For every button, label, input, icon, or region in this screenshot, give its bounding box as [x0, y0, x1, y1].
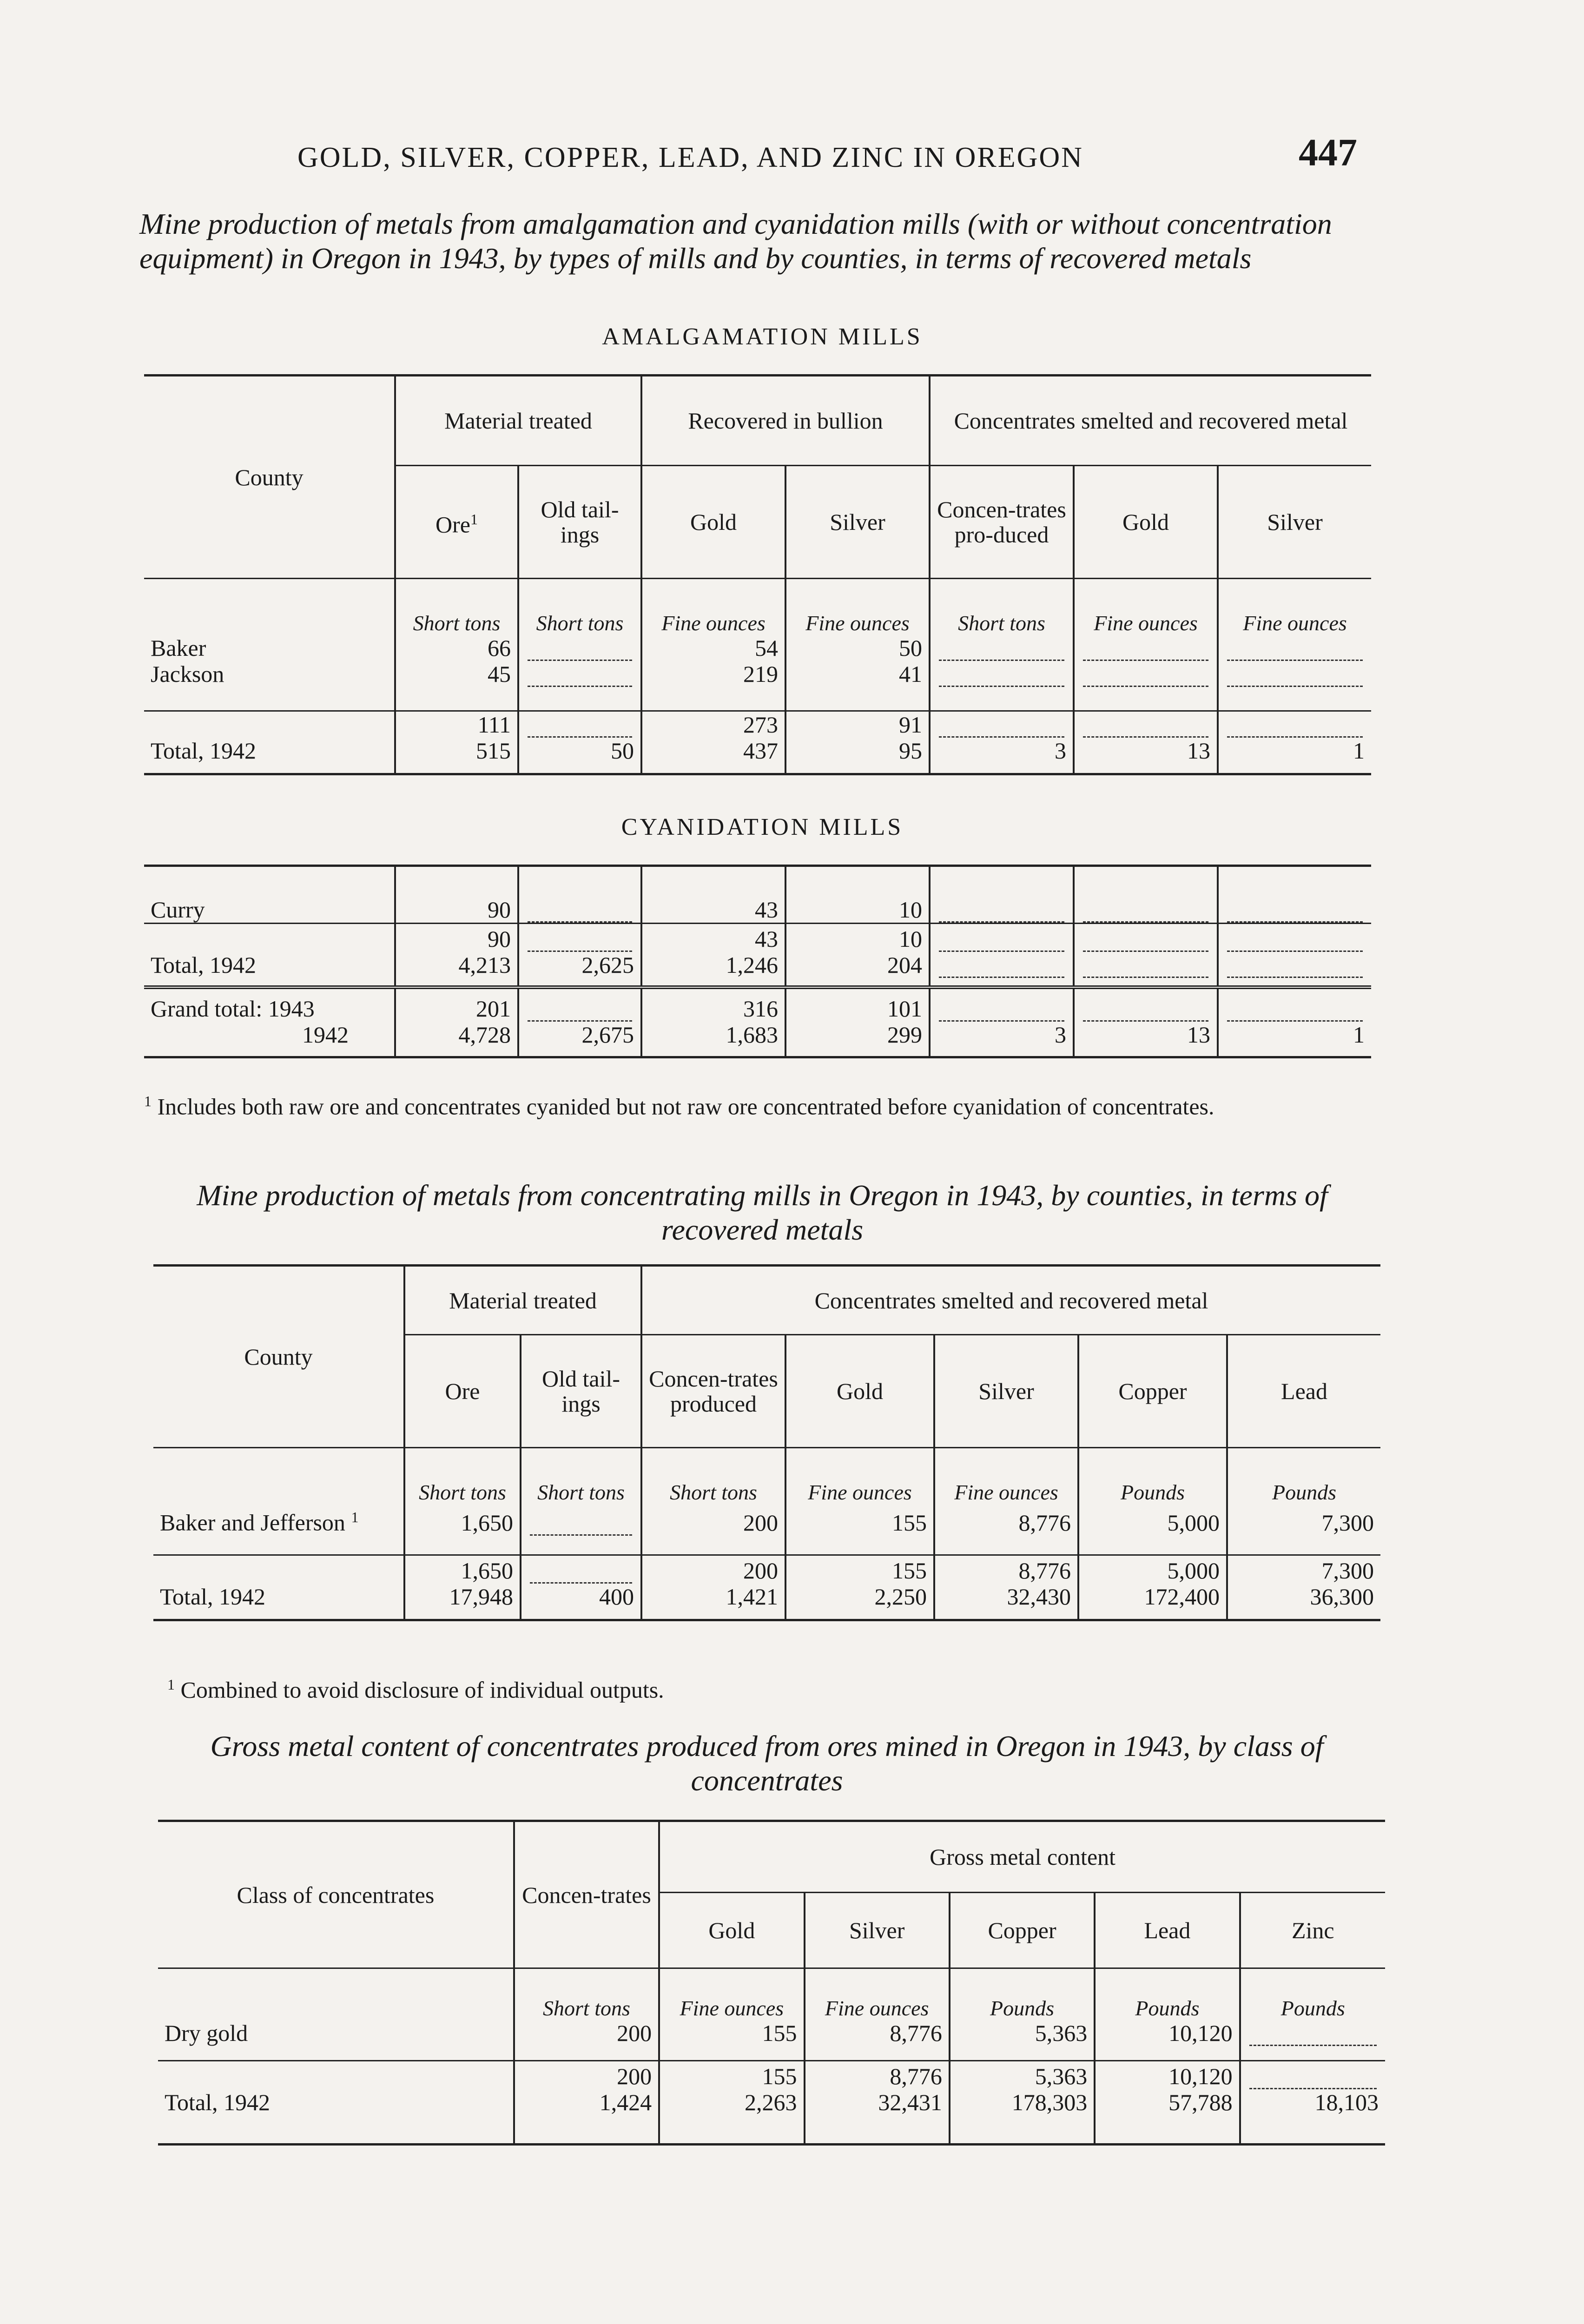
- table-row: Jackson 45 219 41: [144, 661, 1371, 711]
- grand-total-1943-row: Grand total: 1943 201 316 101: [144, 987, 1371, 1022]
- total-1942-row: Total, 1942 4,213 2,625 1,246 204: [144, 952, 1371, 987]
- grand-total-1942-row: 1942 4,728 2,675 1,683 299 3 13 1: [144, 1022, 1371, 1057]
- col-old-tailings: Old tail-ings: [521, 1335, 641, 1448]
- table-row: Baker 66 54 50: [144, 635, 1371, 661]
- table-row: Curry 90 43 10: [144, 866, 1371, 924]
- amalgamation-heading: AMALGAMATION MILLS: [602, 324, 923, 350]
- page-number: 447: [1299, 131, 1357, 174]
- col-silver: Silver: [785, 466, 930, 579]
- col-gold: Gold: [641, 466, 785, 579]
- col-conc-gold: Gold: [1074, 466, 1218, 579]
- total-row: 111 273 91: [144, 711, 1371, 738]
- col-conc-silver: Silver: [1218, 466, 1371, 579]
- table2-caption: Mine production of metals from concentrating mills in Oregon in 1943, by counties, in terms of recovered metals: [197, 1179, 1328, 1246]
- table2-footnote: $^1$ Combined to avoid disclosure of individual outputs.: [167, 1676, 664, 1703]
- concentrating-mills-table: [153, 1264, 1380, 1621]
- col-ore: Ore: [404, 1335, 521, 1448]
- total-row: 200 155 8,776 5,363 10,120: [158, 2061, 1385, 2090]
- running-head: [139, 130, 1385, 181]
- col-old-tailings: Old tail-ings: [518, 466, 641, 579]
- col-zinc: Zinc: [1240, 1893, 1385, 1968]
- col-concentrates: Concen-trates: [514, 1821, 659, 1968]
- col-concentrates-smelted: Concentrates smelted and recovered metal: [930, 376, 1371, 466]
- running-title: GOLD, SILVER, COPPER, LEAD, AND ZINC IN OREGON: [297, 142, 1083, 173]
- col-material-treated: Material treated: [395, 376, 641, 466]
- col-recovered-in-bullion: Recovered in bullion: [641, 376, 930, 466]
- table-row: Baker and Jefferson $^1$ 1,650 200 155 8,776 5,000 7,300: [153, 1504, 1380, 1555]
- col-gold: Gold: [785, 1335, 934, 1448]
- col-lead: Lead: [1095, 1893, 1240, 1968]
- col-lead: Lead: [1227, 1335, 1380, 1448]
- total-1942-row: Total, 1942 17,948 400 1,421 2,250 32,430 172,400 36,300: [153, 1584, 1380, 1620]
- total-1942-row: Total, 1942 1,424 2,263 32,431 178,303 57,788 18,103: [158, 2089, 1385, 2145]
- table1-caption: Mine production of metals from amalgamation and cyanidation mills (with or without concentration equipment) in Oregon in 1943, by types of mills and by counties, in terms of recovered metals: [139, 207, 1332, 275]
- col-county: County: [144, 376, 395, 579]
- total-row: 90 43 10: [144, 924, 1371, 952]
- table3-caption: Gross metal content of concentrates produced from ores mined in Oregon in 1943, by class of concentrates: [210, 1730, 1324, 1797]
- col-ore: Ore$^1$: [395, 466, 518, 579]
- col-silver: Silver: [805, 1893, 950, 1968]
- col-copper: Copper: [1078, 1335, 1227, 1448]
- amalgamation-table: [144, 374, 1371, 775]
- col-class-of-concentrates: Class of concentrates: [158, 1821, 514, 1968]
- total-1942-row: Total, 1942 515 50 437 95 3 13 1: [144, 738, 1371, 774]
- col-gold: Gold: [659, 1893, 804, 1968]
- units-row: Short tons Short tons Short tons Fine ounces Fine ounces Pounds Pounds: [153, 1448, 1380, 1505]
- cyanidation-heading: CYANIDATION MILLS: [621, 814, 904, 840]
- col-concentrates-produced: Concen-trates produced: [641, 1335, 785, 1448]
- col-copper: Copper: [950, 1893, 1095, 1968]
- col-gross-metal-content: Gross metal content: [659, 1821, 1385, 1893]
- col-concentrates-smelted: Concentrates smelted and recovered metal: [641, 1266, 1380, 1335]
- cyanidation-table: [144, 865, 1371, 1058]
- col-county: County: [153, 1266, 404, 1448]
- gross-metal-content-table: [158, 1820, 1385, 2146]
- col-concentrates-produced: Concen-trates pro-duced: [930, 466, 1074, 579]
- col-silver: Silver: [934, 1335, 1078, 1448]
- units-row: Short tons Fine ounces Fine ounces Pounds Pounds Pounds: [158, 1968, 1385, 2020]
- col-material-treated: Material treated: [404, 1266, 641, 1335]
- table1-footnote: $^1$ Includes both raw ore and concentrates cyanided but not raw ore concentrated before cyanidation of concentrates.: [144, 1093, 1214, 1120]
- total-row: 1,650 200 155 8,776 5,000 7,300: [153, 1555, 1380, 1584]
- table-row: Dry gold 200 155 8,776 5,363 10,120: [158, 2020, 1385, 2061]
- units-row: Short tons Short tons Fine ounces Fine ounces Short tons Fine ounces Fine ounces: [144, 579, 1371, 635]
